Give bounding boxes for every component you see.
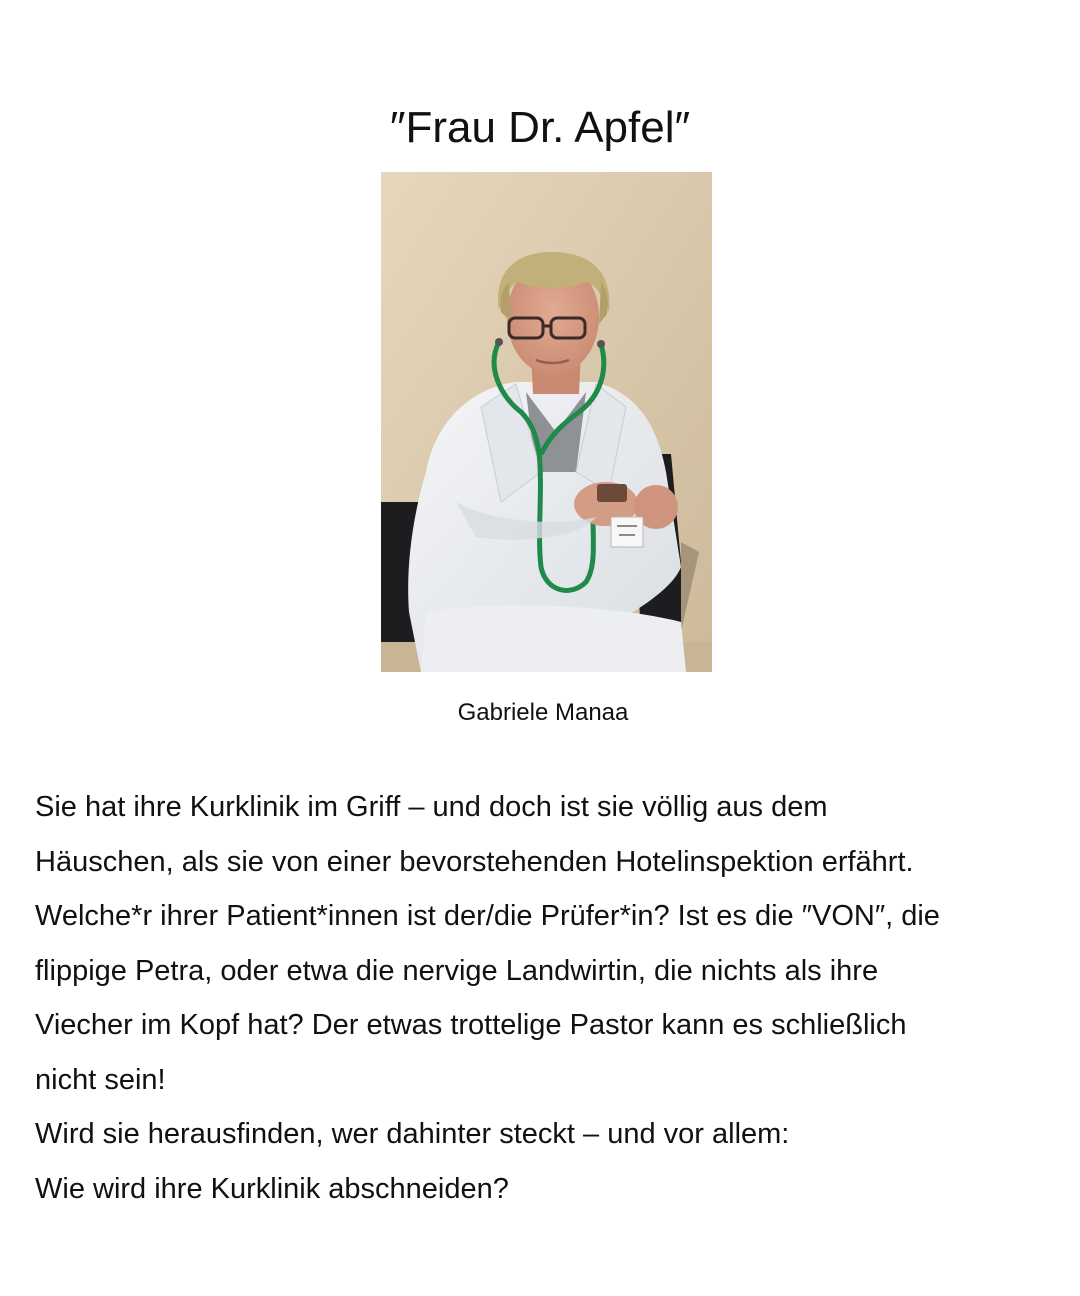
description-question-1: Wird sie herausfinden, wer dahinter steckt – und vor allem:	[35, 1118, 790, 1150]
photo-caption: Gabriele Manaa	[457, 699, 629, 726]
page-title: ″Frau Dr. Apfel″	[389, 103, 691, 152]
portrait-illustration	[381, 172, 712, 672]
description-question-2: Wie wird ihre Kurklinik abschneiden?	[35, 1172, 509, 1205]
portrait-photo	[381, 172, 712, 672]
name-badge	[611, 517, 643, 547]
description-paragraph: Sie hat ihre Kurklinik im Griff – und doch ist sie völlig aus dem Häuschen, als sie von einer bevorstehenden Hotelinspektion erfährt. Welche*r ihrer Patient*innen ist der/die Prüfer*in? Ist es die ″VON″, die flippige Petra, oder etwa die nervige Landwirtin, die nichts als ihre Viecher im Kopf hat? Der etwas trottelige Pastor kann es schließlich nicht sein!	[35, 791, 940, 1096]
description-text	[35, 780, 1065, 1216]
